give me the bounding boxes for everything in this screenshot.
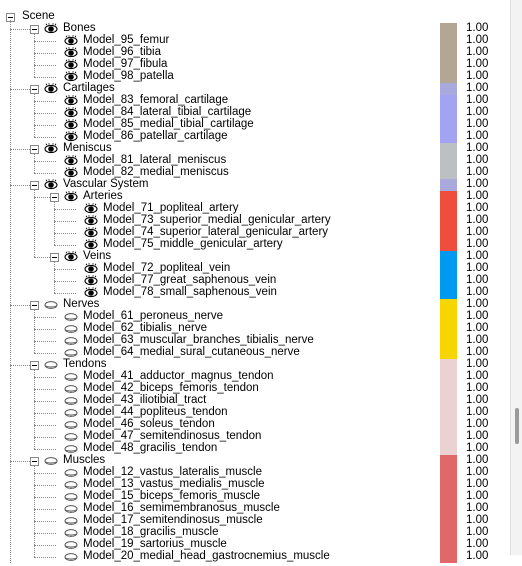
tree-connector-line <box>34 497 56 498</box>
color-swatch[interactable] <box>440 323 457 335</box>
tree-item-label: Model_71_popliteal_artery <box>103 202 239 214</box>
eye-open-icon[interactable] <box>84 227 98 239</box>
color-swatch[interactable] <box>440 263 457 275</box>
tree-item-label: Model_42_biceps_femoris_tendon <box>83 382 259 394</box>
opacity-value[interactable]: 1.00 <box>466 430 489 442</box>
eye-closed-icon[interactable] <box>64 323 78 335</box>
opacity-value[interactable]: 1.00 <box>466 34 489 46</box>
opacity-value[interactable]: 1.00 <box>466 58 489 70</box>
tree-item-label: Model_95_femur <box>83 34 170 46</box>
eye-open-icon[interactable] <box>64 107 78 119</box>
tree-connector-line <box>34 65 56 66</box>
tree-item-label: Model_62_tibialis_nerve <box>83 322 208 334</box>
tree-item-label: Model_63_muscular_branches_tibialis_nerve <box>83 334 314 346</box>
opacity-value[interactable]: 1.00 <box>466 334 489 346</box>
tree-connector-line <box>34 509 56 510</box>
opacity-value[interactable]: 1.00 <box>466 466 489 478</box>
tree-connector-line <box>54 293 76 294</box>
tree-connector-line <box>54 281 76 282</box>
tree-connector-line <box>34 473 56 474</box>
color-swatch[interactable] <box>440 491 457 503</box>
eye-closed-icon[interactable] <box>64 515 78 527</box>
eye-open-icon[interactable] <box>44 83 58 95</box>
tree-connector-line <box>10 89 30 90</box>
color-swatch[interactable] <box>440 95 457 107</box>
opacity-value[interactable]: 1.00 <box>466 358 489 370</box>
eye-open-icon[interactable] <box>64 35 78 47</box>
color-swatch[interactable] <box>440 287 457 299</box>
tree-item-label: Model_77_great_saphenous_vein <box>103 274 277 286</box>
color-swatch[interactable] <box>440 467 457 479</box>
color-swatch[interactable] <box>440 23 457 35</box>
opacity-value[interactable]: 1.00 <box>466 262 489 274</box>
tree-root-label: Scene <box>22 10 55 22</box>
eye-open-icon[interactable] <box>64 119 78 131</box>
tree-item-label: Model_78_small_saphenous_vein <box>103 286 277 298</box>
tree-connector-line <box>34 309 35 353</box>
tree-item-row[interactable] <box>0 59 510 71</box>
opacity-value[interactable]: 1.00 <box>466 94 489 106</box>
tree-connector-line <box>10 461 30 462</box>
color-swatch[interactable] <box>440 191 457 203</box>
color-swatch[interactable] <box>440 383 457 395</box>
tree-group-row[interactable] <box>0 179 510 191</box>
opacity-value[interactable]: 1.00 <box>466 382 489 394</box>
eye-closed-icon[interactable] <box>64 371 78 383</box>
opacity-value[interactable]: 1.00 <box>466 118 489 130</box>
color-swatch[interactable] <box>440 215 457 227</box>
color-swatch[interactable] <box>440 431 457 443</box>
eye-closed-icon[interactable] <box>44 455 58 467</box>
tree-item-label: Model_81_lateral_meniscus <box>83 154 227 166</box>
eye-open-icon[interactable] <box>64 251 78 263</box>
eye-closed-icon[interactable] <box>64 407 78 419</box>
tree-connector-line <box>34 521 56 522</box>
tree-item-label: Model_19_sartorius_muscle <box>83 538 227 550</box>
opacity-value[interactable]: 1.00 <box>466 514 489 526</box>
color-swatch[interactable] <box>440 71 457 83</box>
tree-connector-line <box>34 437 56 438</box>
color-swatch[interactable] <box>440 155 457 167</box>
opacity-value[interactable]: 1.00 <box>466 274 489 286</box>
color-swatch[interactable] <box>440 347 457 359</box>
color-swatch[interactable] <box>440 443 457 455</box>
tree-connector-line <box>54 209 76 210</box>
opacity-value[interactable]: 1.00 <box>466 130 489 142</box>
eye-closed-icon[interactable] <box>64 551 78 563</box>
tree-connector-line <box>54 221 76 222</box>
eye-closed-icon[interactable] <box>64 491 78 503</box>
tree-item-row[interactable] <box>0 383 510 395</box>
eye-closed-icon[interactable] <box>64 467 78 479</box>
tree-item-label: Model_47_semitendinosus_tendon <box>83 430 262 442</box>
eye-closed-icon[interactable] <box>64 431 78 443</box>
tree-connector-line <box>54 261 55 293</box>
tree-item-label: Model_43_iliotibial_tract <box>83 394 207 406</box>
tree-item-row[interactable] <box>0 35 510 47</box>
color-swatch[interactable] <box>440 527 457 539</box>
color-swatch[interactable] <box>440 83 457 95</box>
opacity-value[interactable]: 1.00 <box>466 442 489 454</box>
tree-item-label: Model_13_vastus_medialis_muscle <box>83 478 265 490</box>
tree-connector-line <box>34 369 35 449</box>
eye-open-icon[interactable] <box>44 23 58 35</box>
tree-group-row[interactable] <box>0 23 510 35</box>
tree-item-row[interactable] <box>0 527 510 539</box>
tree-connector-line <box>34 545 56 546</box>
eye-closed-icon[interactable] <box>64 383 78 395</box>
tree-item-label: Model_74_superior_lateral_genicular_artery <box>103 226 329 238</box>
tree-connector-line <box>34 113 56 114</box>
color-swatch[interactable] <box>440 251 457 263</box>
tree-item-label: Model_83_femoral_cartilage <box>83 94 229 106</box>
tree-item-label: Model_72_popliteal_vein <box>103 262 231 274</box>
color-swatch[interactable] <box>440 455 457 467</box>
eye-closed-icon[interactable] <box>64 539 78 551</box>
tree-item-label: Meniscus <box>63 142 112 154</box>
color-swatch[interactable] <box>440 335 457 347</box>
tree-item-label: Model_12_vastus_lateralis_muscle <box>83 466 262 478</box>
opacity-value[interactable]: 1.00 <box>466 454 489 466</box>
tree-connector-line <box>34 317 56 318</box>
tree-connector-line <box>34 353 56 354</box>
opacity-value[interactable]: 1.00 <box>466 238 489 250</box>
eye-closed-icon[interactable] <box>44 299 58 311</box>
tree-item-row[interactable] <box>0 47 510 59</box>
tree-connector-line <box>10 185 30 186</box>
color-swatch[interactable] <box>440 59 457 71</box>
color-swatch[interactable] <box>440 515 457 527</box>
color-swatch[interactable] <box>440 35 457 47</box>
tree-connector-line <box>34 377 56 378</box>
tree-item-row[interactable] <box>0 155 510 167</box>
eye-closed-icon[interactable] <box>64 479 78 491</box>
color-swatch[interactable] <box>440 143 457 155</box>
color-swatch[interactable] <box>440 179 457 191</box>
tree-group-row[interactable] <box>0 143 510 155</box>
eye-open-icon[interactable] <box>44 143 58 155</box>
tree-connector-line <box>54 245 76 246</box>
tree-item-row[interactable] <box>0 239 510 251</box>
tree-item-label: Model_17_semitendinosus_muscle <box>83 514 263 526</box>
color-swatch[interactable] <box>440 119 457 131</box>
opacity-value[interactable]: 1.00 <box>466 142 489 154</box>
eye-open-icon[interactable] <box>64 155 78 167</box>
eye-closed-icon[interactable] <box>64 503 78 515</box>
tree-connector-line <box>10 149 30 150</box>
tree-item-label: Model_82_medial_meniscus <box>83 166 229 178</box>
tree-item-label: Model_20_medial_head_gastrocnemius_muscle <box>83 550 330 562</box>
tree-item-label: Model_41_adductor_magnus_tendon <box>83 370 274 382</box>
tree-item-label: Model_44_popliteus_tendon <box>83 406 228 418</box>
tree-connector-line <box>34 389 56 390</box>
tree-item-label: Model_46_soleus_tendon <box>83 418 215 430</box>
opacity-value[interactable]: 1.00 <box>466 478 489 490</box>
tree-item-row[interactable] <box>0 119 510 131</box>
tree-connector-line <box>34 425 56 426</box>
color-swatch[interactable] <box>440 479 457 491</box>
tree-item-label: Model_48_gracilis_tendon <box>83 442 218 454</box>
tree-connector-line <box>34 101 56 102</box>
tree-group-row[interactable] <box>0 299 510 311</box>
tree-item-label: Model_73_superior_medial_genicular_artery <box>103 214 331 226</box>
tree-item-label: Model_15_biceps_femoris_muscle <box>83 490 261 502</box>
eye-open-icon[interactable] <box>84 275 98 287</box>
opacity-value[interactable]: 1.00 <box>466 538 489 550</box>
tree-connector-line <box>34 329 56 330</box>
opacity-value[interactable]: 1.00 <box>466 406 489 418</box>
color-swatch[interactable] <box>440 503 457 515</box>
color-swatch[interactable] <box>440 539 457 551</box>
tree-connector-line <box>34 197 50 198</box>
tree-connector-line <box>54 269 76 270</box>
tree-item-row[interactable] <box>0 431 510 443</box>
tree-item-label: Muscles <box>63 454 106 466</box>
eye-open-icon[interactable] <box>64 47 78 59</box>
eye-open-icon[interactable] <box>64 191 78 203</box>
color-swatch[interactable] <box>440 167 457 179</box>
eye-open-icon[interactable] <box>84 203 98 215</box>
eye-open-icon[interactable] <box>44 179 58 191</box>
opacity-value[interactable]: 1.00 <box>466 178 489 190</box>
tree-item-label: Model_16_semimembranosus_muscle <box>83 502 280 514</box>
color-swatch[interactable] <box>440 407 457 419</box>
opacity-value[interactable]: 1.00 <box>466 214 489 226</box>
tree-connector-line <box>34 41 56 42</box>
color-swatch[interactable] <box>440 371 457 383</box>
opacity-value[interactable]: 1.00 <box>466 370 489 382</box>
opacity-value[interactable]: 1.00 <box>466 502 489 514</box>
tree-item-label: Cartilages <box>63 82 115 94</box>
opacity-value[interactable]: 1.00 <box>466 22 489 34</box>
eye-closed-icon[interactable] <box>64 395 78 407</box>
color-swatch[interactable] <box>440 419 457 431</box>
eye-closed-icon[interactable] <box>64 335 78 347</box>
color-swatch[interactable] <box>440 239 457 251</box>
tree-connector-line <box>34 449 56 450</box>
opacity-value[interactable]: 1.00 <box>466 154 489 166</box>
tree-item-row[interactable] <box>0 107 510 119</box>
eye-open-icon[interactable] <box>84 263 98 275</box>
tree-item-label: Model_97_fibula <box>83 58 168 70</box>
opacity-value[interactable]: 1.00 <box>466 82 489 94</box>
color-swatch[interactable] <box>440 275 457 287</box>
opacity-value[interactable]: 1.00 <box>466 202 489 214</box>
tree-connector-line <box>34 413 56 414</box>
opacity-value[interactable]: 1.00 <box>466 550 489 562</box>
tree-item-label: Model_64_medial_sural_cutaneous_nerve <box>83 346 300 358</box>
scrollbar-grip[interactable] <box>515 408 519 444</box>
tree-item-label: Model_86_patellar_cartilage <box>83 130 228 142</box>
opacity-value[interactable]: 1.00 <box>466 298 489 310</box>
tree-connector-line <box>54 233 76 234</box>
opacity-value[interactable]: 1.00 <box>466 70 489 82</box>
tree-group-row[interactable] <box>0 83 510 95</box>
vertical-scrollbar[interactable] <box>510 0 522 555</box>
tree-connector-line <box>34 125 56 126</box>
tree-connector-line <box>10 305 30 306</box>
eye-open-icon[interactable] <box>64 95 78 107</box>
opacity-value[interactable]: 1.00 <box>466 46 489 58</box>
tree-connector-line <box>34 137 56 138</box>
tree-connector-line <box>34 533 56 534</box>
opacity-value[interactable]: 1.00 <box>466 190 489 202</box>
eye-closed-icon[interactable] <box>64 419 78 431</box>
tree-connector-line <box>34 161 56 162</box>
tree-item-label: Nerves <box>63 298 100 310</box>
opacity-value[interactable]: 1.00 <box>466 346 489 358</box>
color-swatch[interactable] <box>440 551 457 563</box>
tree-connector-line <box>34 53 56 54</box>
eye-open-icon[interactable] <box>64 59 78 71</box>
tree-connector-line <box>34 77 56 78</box>
tree-connector-line <box>34 173 56 174</box>
opacity-value[interactable]: 1.00 <box>466 106 489 118</box>
tree-item-label: Model_98_patella <box>83 70 174 82</box>
opacity-value[interactable]: 1.00 <box>466 226 489 238</box>
tree-item-row[interactable] <box>0 395 510 407</box>
tree-item-row[interactable] <box>0 515 510 527</box>
tree-connector-line <box>34 341 56 342</box>
tree-item-label: Model_75_middle_genicular_artery <box>103 238 283 250</box>
color-swatch[interactable] <box>440 311 457 323</box>
opacity-value[interactable]: 1.00 <box>466 322 489 334</box>
opacity-value[interactable]: 1.00 <box>466 250 489 262</box>
color-swatch[interactable] <box>440 107 457 119</box>
opacity-value[interactable]: 1.00 <box>466 166 489 178</box>
opacity-value[interactable]: 1.00 <box>466 286 489 298</box>
eye-open-icon[interactable] <box>84 215 98 227</box>
tree-item-label: Veins <box>83 250 112 262</box>
tree-item-label: Model_85_medial_tibial_cartilage <box>83 118 254 130</box>
color-swatch[interactable] <box>440 299 457 311</box>
tree-item-row[interactable] <box>0 95 510 107</box>
tree-item-row[interactable] <box>0 551 510 563</box>
tree-connector-line <box>34 257 50 258</box>
tree-group-row[interactable] <box>0 251 510 263</box>
tree-item-label: Model_96_tibia <box>83 46 162 58</box>
color-swatch[interactable] <box>440 47 457 59</box>
tree-connector-line <box>54 201 55 245</box>
tree-connector-line <box>34 485 56 486</box>
tree-connector-line <box>34 401 56 402</box>
tree-item-label: Model_61_peroneus_nerve <box>83 310 224 322</box>
tree-item-label: Model_84_lateral_tibial_cartilage <box>83 106 252 118</box>
opacity-value[interactable]: 1.00 <box>466 418 489 430</box>
tree-connector-line <box>34 33 35 77</box>
color-swatch[interactable] <box>440 203 457 215</box>
opacity-value[interactable]: 1.00 <box>466 526 489 538</box>
color-swatch[interactable] <box>440 395 457 407</box>
tree-item-label: Bones <box>63 22 96 34</box>
tree-item-row[interactable] <box>0 311 510 323</box>
tree-connector-line <box>34 465 35 557</box>
tree-connector-line <box>34 153 35 173</box>
color-swatch[interactable] <box>440 227 457 239</box>
eye-closed-icon[interactable] <box>64 527 78 539</box>
tree-connector-line <box>34 189 35 257</box>
opacity-value[interactable]: 1.00 <box>466 490 489 502</box>
tree-connector-line <box>34 557 56 558</box>
color-swatch[interactable] <box>440 359 457 371</box>
tree-item-label: Tendons <box>63 358 107 370</box>
tree-item-row[interactable] <box>0 407 510 419</box>
eye-closed-icon[interactable] <box>64 311 78 323</box>
tree-connector-line <box>34 93 35 137</box>
tree-item-label: Arteries <box>83 190 123 202</box>
tree-connector-line <box>10 29 30 30</box>
tree-item-label: Model_18_gracilis_muscle <box>83 526 219 538</box>
eye-closed-icon[interactable] <box>44 359 58 371</box>
tree-item-label: Vascular System <box>63 178 149 190</box>
tree-group-row[interactable] <box>0 191 510 203</box>
opacity-value[interactable]: 1.00 <box>466 310 489 322</box>
tree-connector-line <box>10 365 30 366</box>
opacity-value[interactable]: 1.00 <box>466 394 489 406</box>
color-swatch[interactable] <box>440 131 457 143</box>
